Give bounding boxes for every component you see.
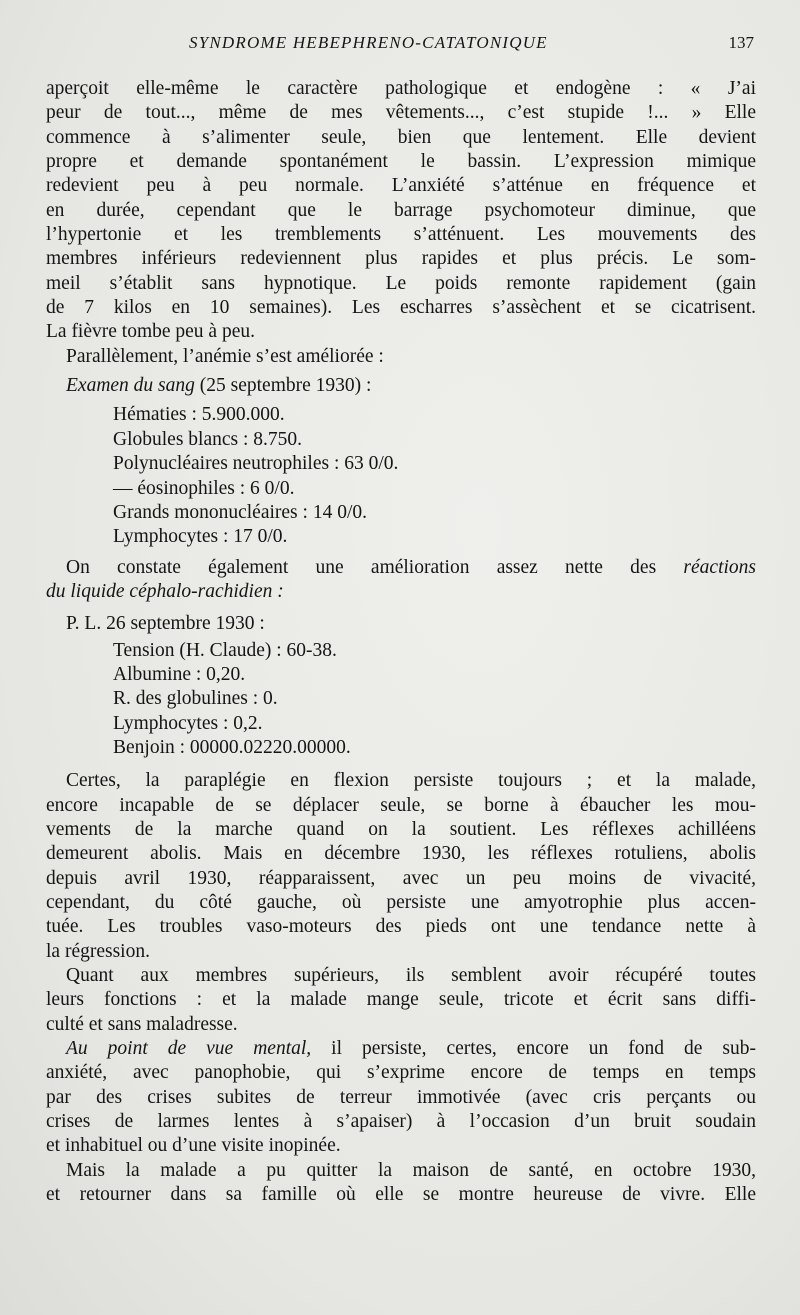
paragraph-7-cont <box>46 1183 756 1207</box>
result-line: — éosinophiles : 6 0/0. <box>113 477 295 499</box>
text-line: l’hypertonie et les tremblements s’atténuent. Les mouvements des <box>46 224 756 246</box>
text-line: Quant aux membres supérieurs, ils semblent avoir récupéré toutes <box>66 965 756 987</box>
text-line: Certes, la paraplégie en flexion persiste toujours ; et la malade, <box>66 770 756 792</box>
paragraph-3 <box>46 556 756 580</box>
blood-exam-heading <box>46 374 756 398</box>
result-line: Hématies : 5.900.000. <box>113 404 285 426</box>
paragraph-4 <box>46 769 756 793</box>
text-line: anxiété, avec panophobie, qui s’exprime encore de temps en temps <box>46 1062 756 1084</box>
csf-exam-heading <box>46 612 756 636</box>
text-line: crises de larmes lentes à s’apaiser) à l’occasion d’un bruit soudain <box>46 1111 756 1133</box>
result-line: Benjoin : 00000.02220.00000. <box>113 736 351 758</box>
blood-exam-title: Examen du sang <box>66 375 195 397</box>
text-line: tuée. Les troubles vaso-moteurs des pieds ont une tendance nette à <box>46 916 756 938</box>
paragraph-1 <box>46 77 756 345</box>
result-line: Tension (H. Claude) : 60-38. <box>113 639 337 661</box>
text-line: leurs fonctions : et la malade mange seule, tricote et écrit sans diffi- <box>46 989 756 1011</box>
text-line: par des crises subites de terreur immotivée (avec cris perçants ou <box>46 1086 756 1108</box>
text-line: peur de tout..., même de mes vêtements..., c’est stupide !... » Elle <box>46 102 756 124</box>
csf-exam-title: P. L. 26 septembre 1930 : <box>66 613 265 635</box>
text-line: La fièvre tombe peu à peu. <box>46 321 255 343</box>
text-line: encore incapable de se déplacer seule, se borne à ébaucher les mou- <box>46 794 756 816</box>
text-line: demeurent abolis. Mais en décembre 1930, les réflexes rotuliens, abolis <box>46 843 756 865</box>
result-line: Lymphocytes : 17 0/0. <box>113 526 288 548</box>
paragraph-5-cont <box>46 988 756 1037</box>
paragraph-2 <box>46 345 756 369</box>
result-line: Polynucléaires neutrophiles : 63 0/0. <box>113 453 399 475</box>
text-line: Parallèlement, l’anémie s’est améliorée : <box>66 345 384 367</box>
italic-phrase: réactions <box>683 556 756 578</box>
text-line: de 7 kilos en 10 semaines). Les escharres s’assèchent et se cicatrisent. <box>46 297 756 319</box>
italic-phrase: du liquide céphalo-rachidien : <box>46 580 284 602</box>
running-title: SYNDROME HEBEPHRENO-CATATONIQUE <box>189 33 548 52</box>
blood-exam-results <box>46 403 756 549</box>
italic-phrase: Au point de vue mental, <box>66 1038 312 1060</box>
text-line: culté et sans maladresse. <box>46 1013 238 1035</box>
text-line: redevient peu à peu normale. L’anxiété s’atténue en fréquence et <box>46 175 756 197</box>
paragraph-6 <box>46 1037 756 1061</box>
text-line: cependant, du côté gauche, où persiste une amyotrophie plus accen- <box>46 892 756 913</box>
page-number: 137 <box>728 33 754 52</box>
csf-exam-results <box>46 639 756 761</box>
page-header <box>46 33 754 59</box>
text-line: il persiste, certes, encore un fond de sub- <box>311 1038 756 1060</box>
paragraph-3-cont <box>46 580 756 604</box>
text-line: aperçoit elle-même le caractère pathologique et endogène : « J’ai <box>46 78 756 99</box>
text-line: et inhabituel ou d’une visite inopinée. <box>46 1135 341 1157</box>
result-line: Grands mononucléaires : 14 0/0. <box>113 501 367 523</box>
paragraph-5 <box>46 964 756 988</box>
text-line: On constate également une amélioration assez nette des <box>66 556 684 578</box>
paragraph-4-cont <box>46 794 756 964</box>
paragraph-6-cont <box>46 1061 756 1158</box>
text-line: vements de la marche quand on la soutient. Les réflexes achilléens <box>46 818 756 840</box>
text-line: commence à s’alimenter seule, bien que lentement. Elle devient <box>46 126 756 148</box>
result-line: Lymphocytes : 0,2. <box>113 712 263 734</box>
text-line: en durée, cependant que le barrage psychomoteur diminue, que <box>46 199 756 221</box>
text-line: propre et demande spontanément le bassin. L’expression mimique <box>46 151 756 173</box>
body-text <box>46 77 756 1207</box>
text-line: meil s’établit sans hypnotique. Le poids remonte rapidement (gain <box>46 272 756 294</box>
text-line: depuis avril 1930, réapparaissent, avec un peu moins de vivacité, <box>46 867 756 889</box>
text-line: et retourner dans sa famille où elle se montre heureuse de vivre. Elle <box>46 1184 756 1206</box>
result-line: Globules blancs : 8.750. <box>113 428 303 450</box>
text-line: membres inférieurs redeviennent plus rapides et plus précis. Le som- <box>46 248 756 270</box>
result-line: R. des globulines : 0. <box>113 688 278 710</box>
text-line: la régression. <box>46 940 150 962</box>
paragraph-7 <box>46 1159 756 1183</box>
text-line: Mais la malade a pu quitter la maison de santé, en octobre 1930, <box>66 1159 756 1181</box>
blood-exam-date: (25 septembre 1930) : <box>194 375 372 397</box>
result-line: Albumine : 0,20. <box>113 663 246 685</box>
